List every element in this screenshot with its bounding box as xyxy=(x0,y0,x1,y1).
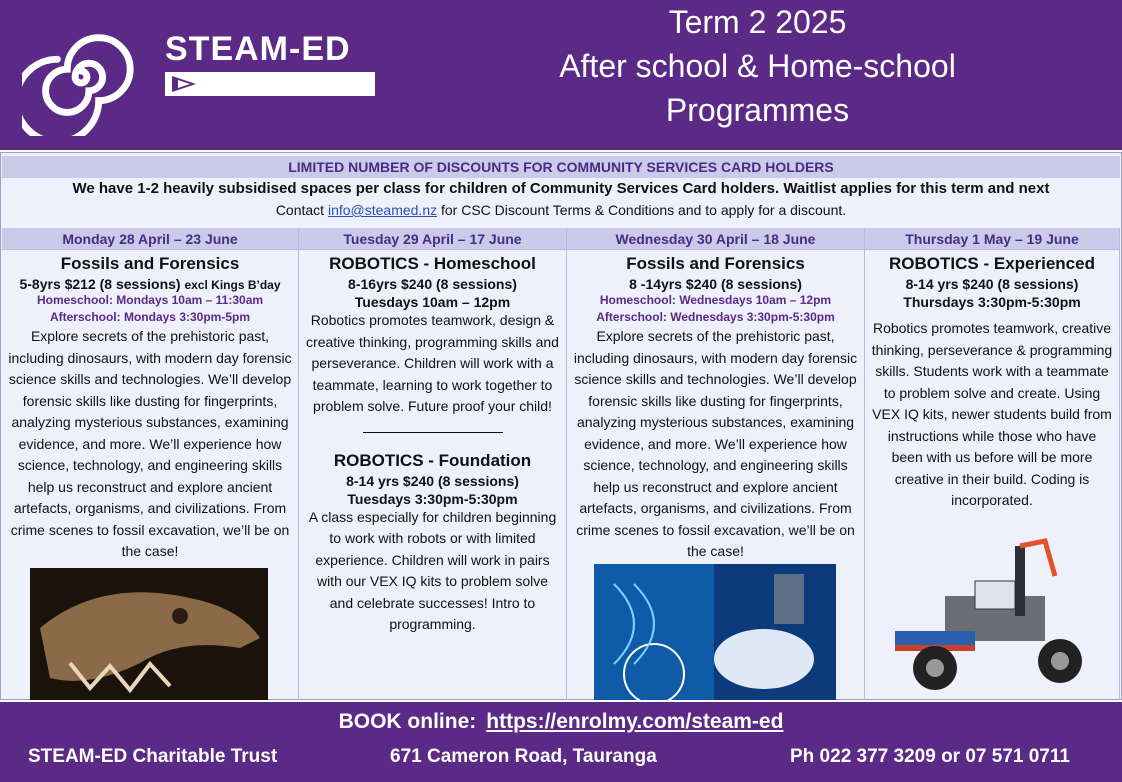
page-title xyxy=(520,0,995,132)
course-description: Explore secrets of the prehistoric past, including dinosaurs, with modern day forensic science skills and technologies. We’ll develop forensic skills like dusting for fingerprints, analyzing mysterious substances, examining evidence, and more. We’ll experience how science, technology, and engineering skills help us reconstruct and explore ancient artefacts, organisms, and civilizations. From crime scenes to fossil excavation, we’ll be on the case! xyxy=(8,328,292,559)
price-note: excl Kings B’day xyxy=(184,278,281,292)
phone: Ph 022 377 3209 or 07 571 0711 xyxy=(790,746,1070,767)
course-price xyxy=(2,276,298,292)
contact-prefix: Contact xyxy=(275,202,328,218)
title-line-1: Term 2 2025 xyxy=(668,4,847,40)
column-heading: Wednesday 30 April – 18 June xyxy=(567,228,864,250)
course-schedule: Tuesdays 10am – 12pm xyxy=(354,294,511,310)
column-heading: Monday 28 April – 23 June xyxy=(2,228,298,250)
dinosaur-skull-image xyxy=(30,568,268,700)
footer xyxy=(0,702,1122,782)
arrow-icon xyxy=(170,74,200,94)
afterschool-time: Afterschool: Mondays 3:30pm-5pm xyxy=(49,310,251,324)
booking-link[interactable]: https://enrolmy.com/steam-ed xyxy=(486,710,784,733)
notice-heading: LIMITED NUMBER OF DISCOUNTS FOR COMMUNITY SERVICES CARD HOLDERS xyxy=(2,156,1120,178)
course-description-2: A class especially for children beginning to work with robots or with limited experience. Children will work in pairs with our VEX IQ kits to problem solve and celebrate successes! Intro to programming. xyxy=(308,508,557,632)
course-title: Fossils and Forensics xyxy=(60,254,240,273)
course-title: ROBOTICS - Experienced xyxy=(889,254,1095,273)
title-line-3: Programmes xyxy=(665,92,850,128)
course-schedule: Thursdays 3:30pm-5:30pm xyxy=(903,294,1081,310)
column-heading: Tuesday 29 April – 17 June xyxy=(299,228,566,250)
notice-contact xyxy=(2,200,1120,220)
course-price: 8-16yrs $240 (8 sessions) xyxy=(348,276,517,292)
spiral-logo-icon xyxy=(22,18,140,136)
course-title: ROBOTICS - Homeschool xyxy=(329,254,536,273)
course-title-2: ROBOTICS - Foundation xyxy=(333,450,532,470)
divider xyxy=(363,432,503,433)
book-label: BOOK online: xyxy=(338,710,477,733)
price-text: 5-8yrs $212 (8 sessions) xyxy=(19,276,185,292)
column-heading: Thursday 1 May – 19 June xyxy=(865,228,1119,250)
contact-suffix: for CSC Discount Terms & Conditions and to apply for a discount. xyxy=(437,202,847,218)
vex-robot-image xyxy=(885,536,1100,696)
course-description: Robotics promotes teamwork, creative thinking, perseverance & programming skills. Students work with a teammate to problem solve and create. Using VEX IQ kits, newer students build from instructions while those who have been with us before will be more creative in their build. Coding is incorporated. xyxy=(871,320,1113,508)
address: 671 Cameron Road, Tauranga xyxy=(390,746,657,767)
notice-line: We have 1-2 heavily subsidised spaces per class for children of Community Services Card holders. Waitlist applies for this term and next xyxy=(72,180,1050,197)
homeschool-time: Homeschool: Mondays 10am – 11:30am xyxy=(36,293,264,307)
afterschool-time: Afterschool: Wednesdays 3:30pm-5:30pm xyxy=(596,310,835,324)
homeschool-time: Homeschool: Wednesdays 10am – 12pm xyxy=(599,293,832,307)
course-description: Robotics promotes teamwork, design & creative thinking, programming skills and perseverance. Children will work with a teammate, learning to work together to problem solve. Future proof your child! xyxy=(306,312,559,414)
header-banner xyxy=(0,0,1122,150)
course-title: Fossils and Forensics xyxy=(626,254,805,273)
column-tuesday xyxy=(299,228,567,700)
forensic-lab-image xyxy=(594,564,836,700)
contact-email-link[interactable]: info@steamed.nz xyxy=(327,202,438,218)
discount-notice xyxy=(2,156,1120,226)
course-description: Explore secrets of the prehistoric past, including dinosaurs, with modern day forensic science skills and technologies. We’ll develop forensic skills like dusting for fingerprints, analyzing mysterious substances, examining evidence, and more. We’ll experience how science, technology, and engineering skills help us reconstruct and explore ancient artefacts, organisms, and civilizations. From crime scenes to fossil excavation, we’ll be on the case! xyxy=(573,328,858,559)
booking-line xyxy=(0,710,1122,734)
course-price: 8-14 yrs $240 (8 sessions) xyxy=(905,276,1079,292)
title-line-2: After school & Home-school xyxy=(559,48,956,84)
course-price: 8 -14yrs $240 (8 sessions) xyxy=(629,276,802,292)
course-price-2: 8-14 yrs $240 (8 sessions) xyxy=(346,472,519,489)
brand-name: STEAM-ED xyxy=(165,30,351,68)
course-schedule-2: Tuesdays 3:30pm-5:30pm xyxy=(347,490,518,507)
trust-name: STEAM-ED Charitable Trust xyxy=(28,746,278,767)
